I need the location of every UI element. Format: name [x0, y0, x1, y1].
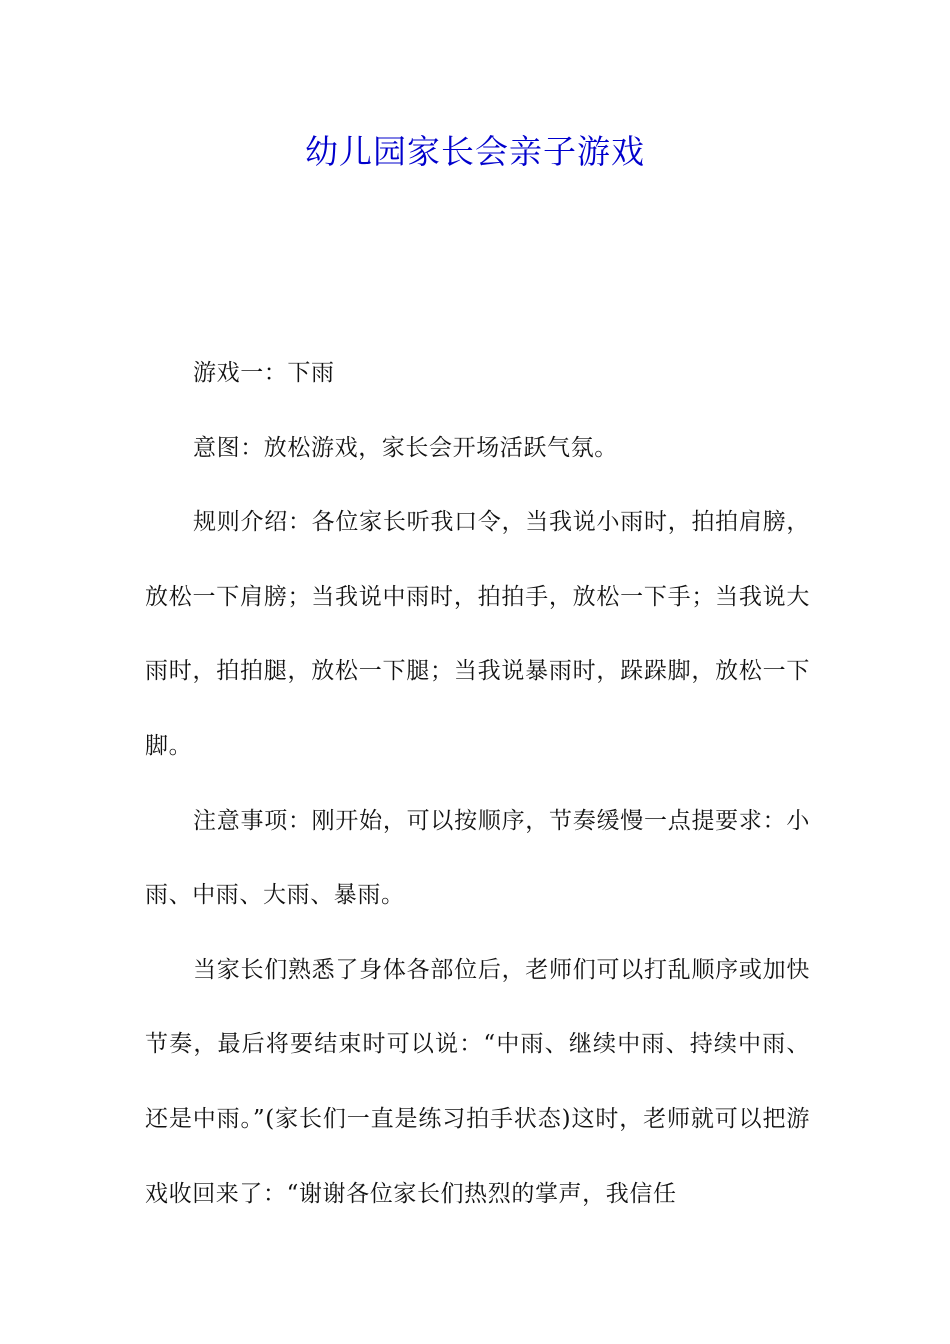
- paragraph-ending: 当家长们熟悉了身体各部位后，老师们可以打乱顺序或加快节奏，最后将要结束时可以说：“中雨、继续中雨、持续中雨、还是中雨。”(家长们一直是练习拍手状态)这时，老师就可以把游戏收回来了：“谢谢各位家长们热烈的掌声，我信任: [145, 956, 810, 1207]
- paragraph-rules: 规则介绍：各位家长听我口令，当我说小雨时，拍拍肩膀，放松一下肩膀；当我说中雨时，拍拍手，放松一下手；当我说大雨时，拍拍腿，放松一下腿；当我说暴雨时，跺跺脚，放松一下脚。: [145, 509, 810, 759]
- paragraph-purpose: 意图：放松游戏，家长会开场活跃气氛。: [193, 434, 618, 461]
- document-body: [145, 336, 810, 1231]
- document-title: 幼儿园家长会亲子游戏: [305, 132, 645, 171]
- paragraph-notes: 注意事项：刚开始，可以按顺序，节奏缓慢一点提要求：小雨、中雨、大雨、暴雨。: [145, 807, 810, 909]
- paragraph-game-heading: 游戏一：下雨: [193, 360, 335, 386]
